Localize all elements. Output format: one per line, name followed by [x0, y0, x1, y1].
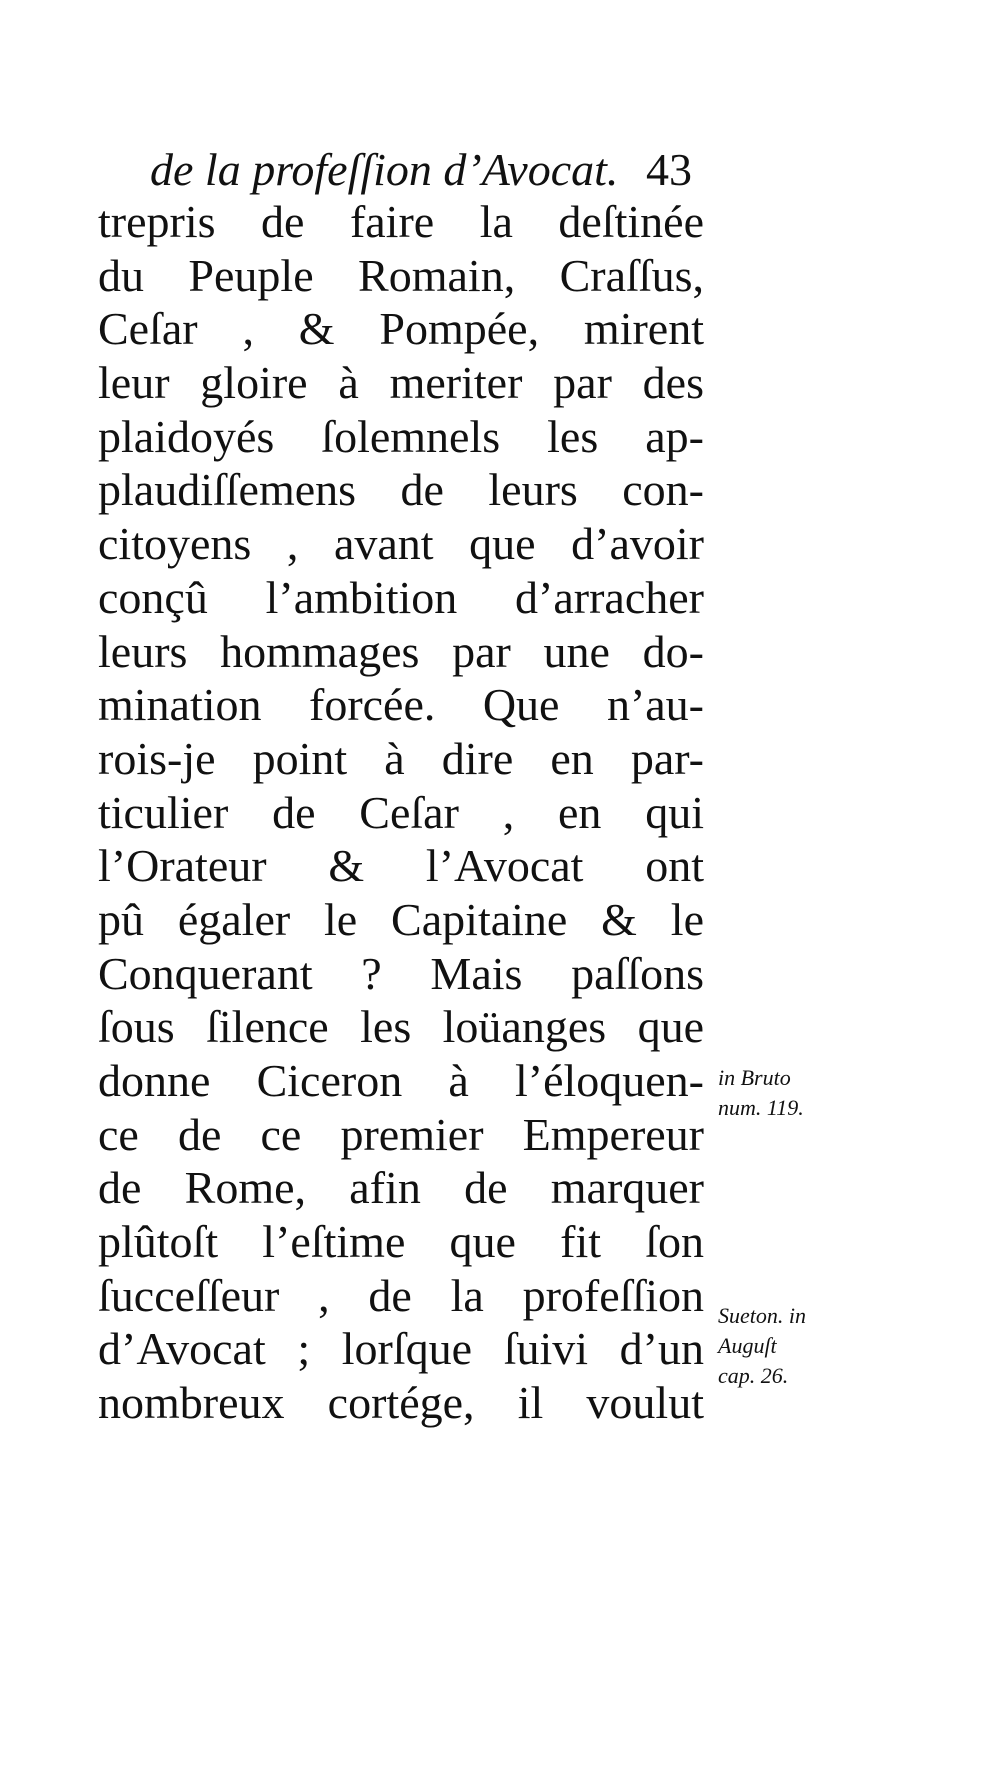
text-line: ticulier de Ceſar , en qui	[98, 786, 704, 838]
margin-note-line: Auguſt	[718, 1333, 777, 1358]
text-line: ſous ſilence les loüanges que	[98, 1001, 704, 1053]
running-title: de la profeſſion d’Avocat.	[150, 144, 619, 195]
text-line: citoyens , avant que d’avoir	[98, 518, 704, 570]
text-line: nombreux cortége, il voulut	[98, 1377, 704, 1429]
text-line: pû égaler le Capitaine & le	[98, 893, 704, 945]
text-line: Ceſar , & Pompée, mirent	[98, 303, 704, 355]
text-line: mination forcée. Que n’au-	[98, 679, 704, 731]
text-line: de Rome, afin de marquer	[98, 1162, 704, 1214]
text-line: l’Orateur & l’Avocat ont	[98, 840, 704, 892]
margin-note-line: Sueton. in	[718, 1303, 806, 1328]
text-line: Conquerant ? Mais paſſons	[98, 947, 704, 999]
text-line: ſucceſſeur , de la profeſſion	[98, 1269, 704, 1321]
page-number: 43	[646, 144, 692, 195]
text-line: leurs hommages par une do-	[98, 625, 704, 677]
body-text	[98, 195, 704, 1430]
text-line: conçû l’ambition d’arracher	[98, 571, 704, 623]
text-line: rois-je point à dire en par-	[98, 732, 704, 784]
text-line: du Peuple Romain, Craſſus,	[98, 249, 704, 301]
text-line: ce de ce premier Empereur	[98, 1108, 704, 1160]
margin-note-line: num. 119.	[718, 1095, 804, 1120]
text-line: plaidoyés ſolemnels les ap-	[98, 410, 704, 462]
text-line: donne Ciceron à l’éloquen-	[98, 1055, 704, 1106]
text-line: plûtoſt l’eſtime que fit ſon	[98, 1216, 704, 1268]
margin-note-line: cap. 26.	[718, 1363, 789, 1388]
text-line: trepris de faire la deſtinée	[98, 196, 704, 247]
text-line: leur gloire à meriter par des	[98, 357, 704, 409]
margin-note-line: in Bruto	[718, 1065, 791, 1090]
text-line: d’Avocat ; lorſque ſuivi d’un	[98, 1323, 704, 1375]
margin-note-sueton	[718, 1301, 806, 1391]
margin-note-bruto	[718, 1063, 804, 1123]
text-line: plaudiſſemens de leurs con-	[98, 464, 704, 516]
